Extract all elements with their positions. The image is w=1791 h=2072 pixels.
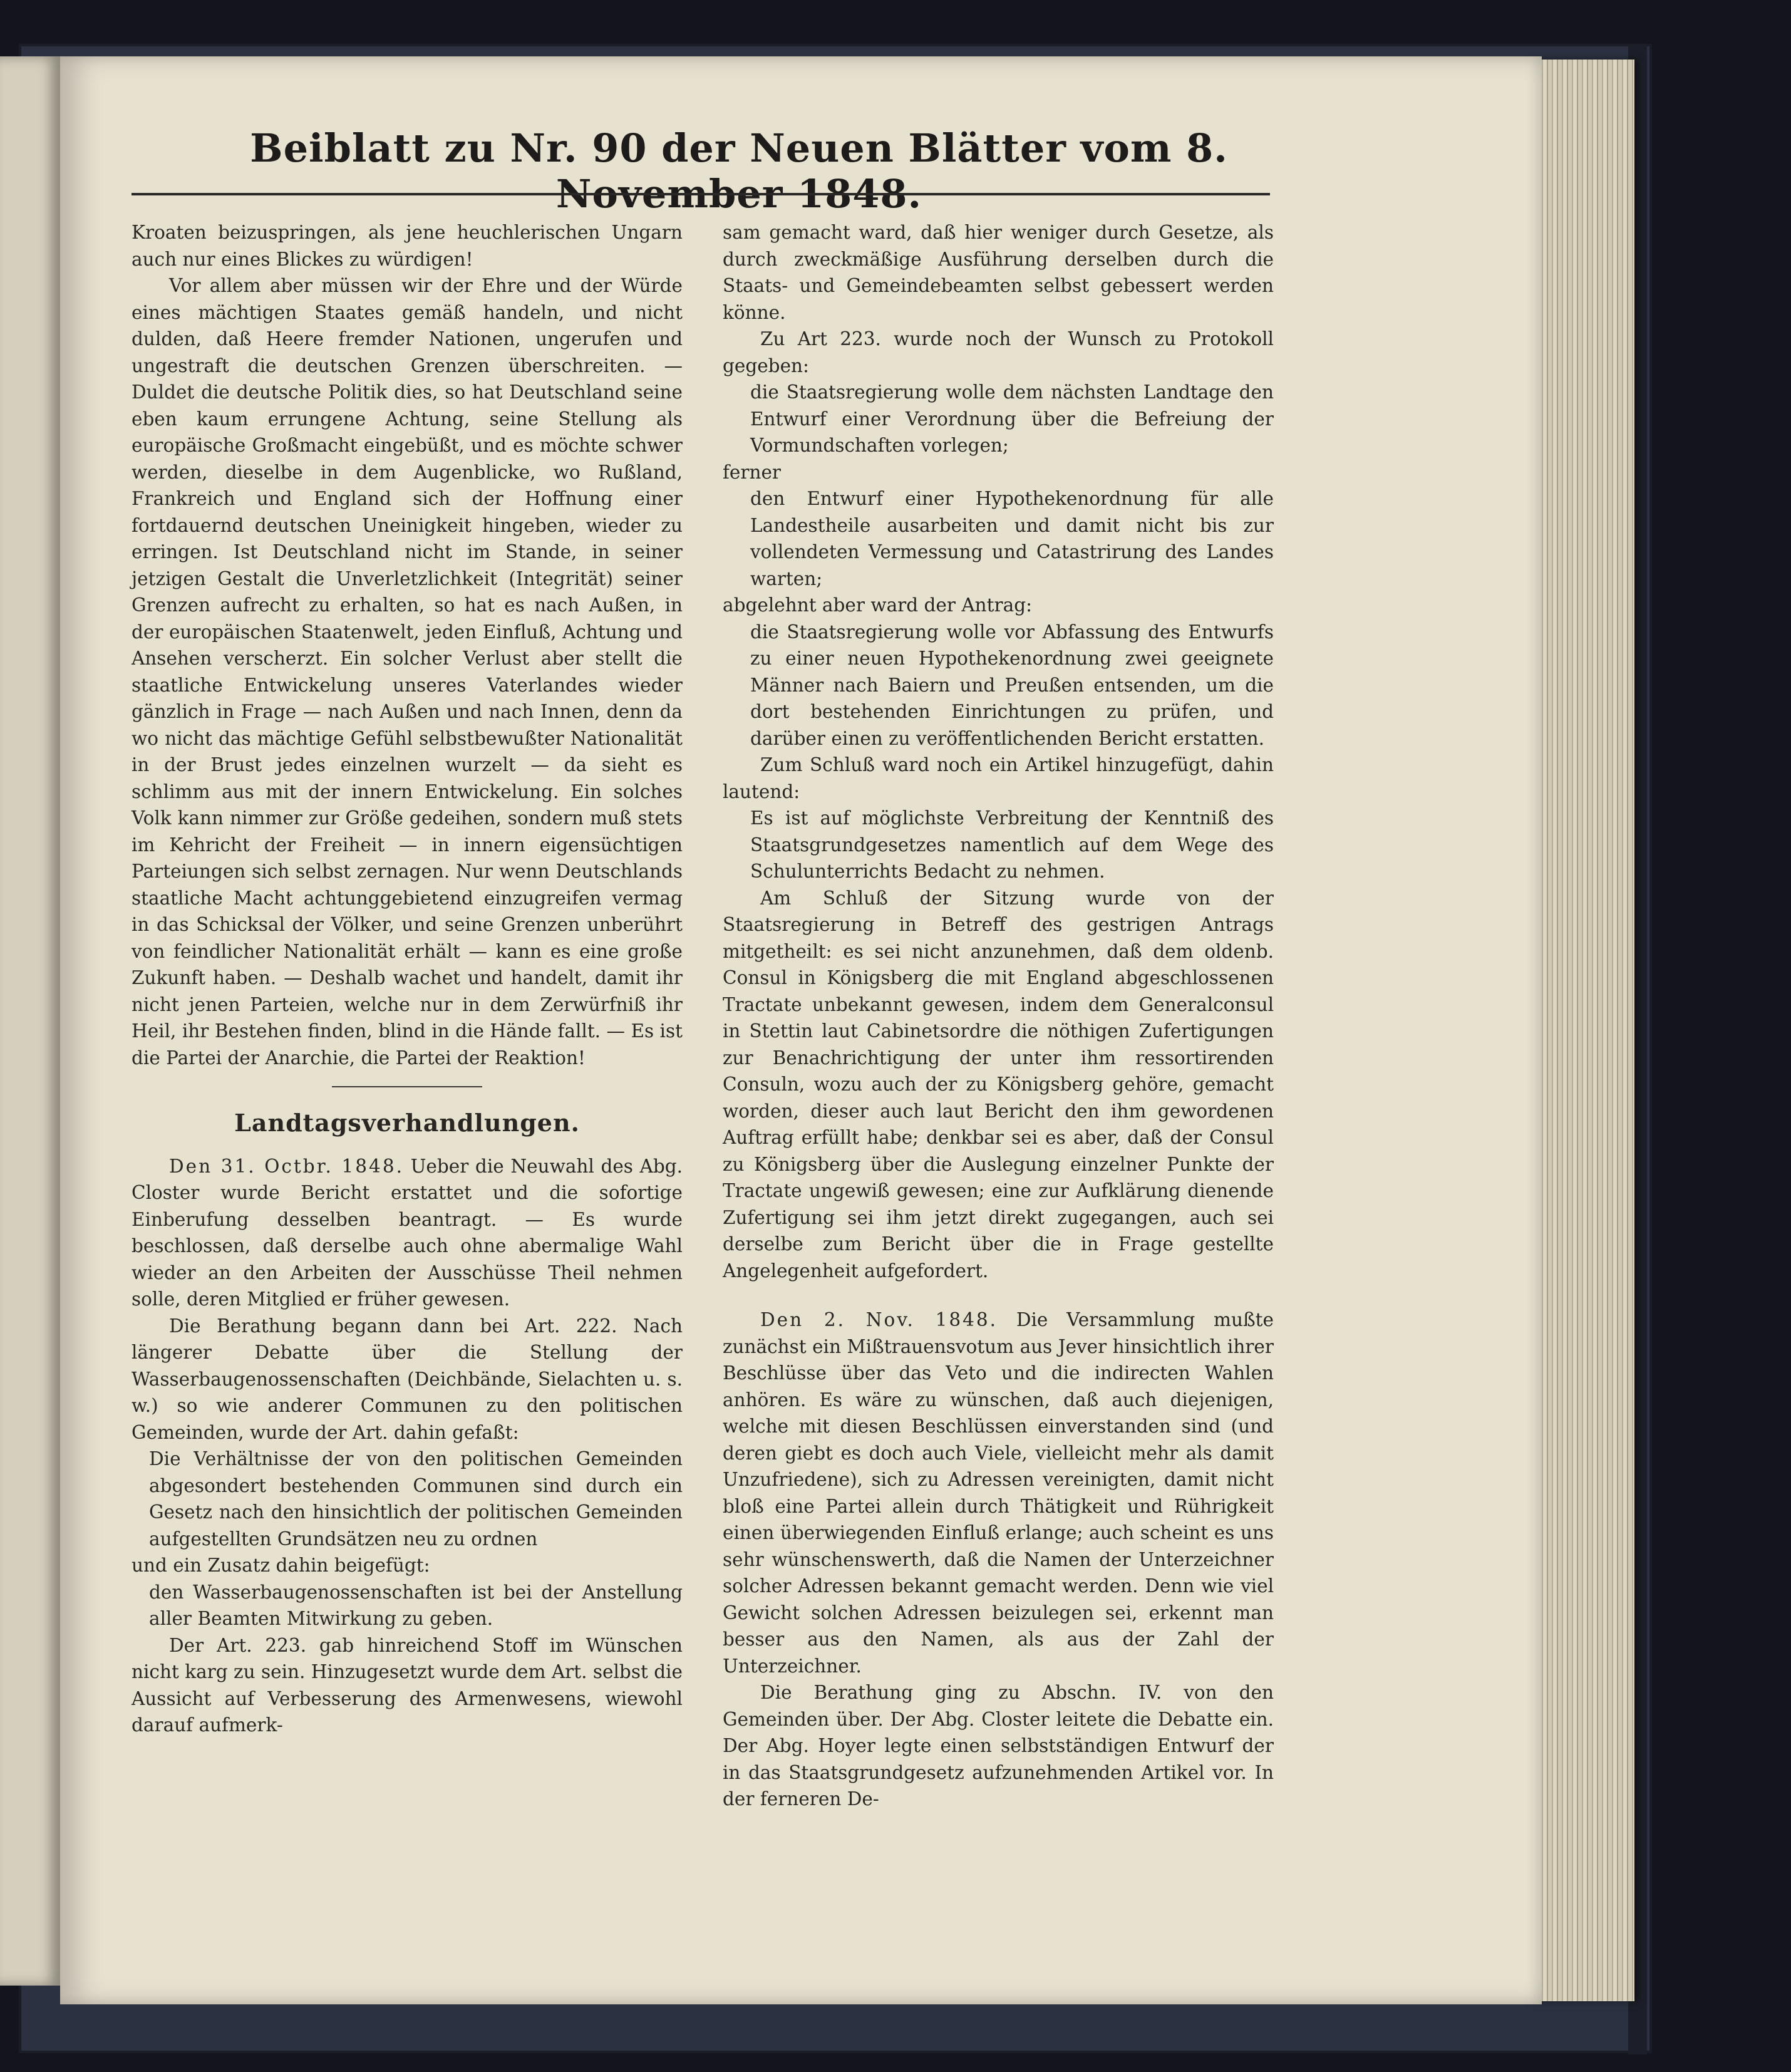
quoted-article: die Staatsregierung wolle vor Abfassung des Entwurfs zu einer neuen Hypothekenordnung zwei geeignete Männer nach Baiern und Preußen entsenden, um die dort bestehenden Einrichtungen zu prüfen, und darüber einen zu veröffentlichenden Bericht erstatten. [750, 621, 1274, 749]
section-heading: Landtagsverhandlungen. [234, 1109, 580, 1137]
paragraph: Vor allem aber müssen wir der Ehre und der Würde eines mächtigen Staates gemäß handeln, und nicht dulden, daß Heere fremder Nationen, ungerufen und ungestraft die deutschen Grenzen überschreiten. — Duldet die deutsche Politik dies, so hat Deutschland seine eben kaum errungene Achtung, seine Stellung als europäische Großmacht eingebüßt, und es möchte schwer werden, dieselbe in dem Augenblicke, wo Rußland, Frankreich und England sich der Hoffnung einer fortdauernd deutschen Uneinigkeit hingeben, wieder zu erringen. Ist Deutschland nicht im Stande, in seiner jetzigen Gestalt die Unverletzlichkeit (Integrität) seiner Grenzen aufrecht zu erhalten, so hat es nach Außen, in der europäischen Staatenwelt, jeden Einfluß, Achtung und Ansehen verscherzt. Ein solcher Verlust aber stellt die staatliche Entwickelung unseres Vaterlandes wieder gänzlich in Frage — nach Außen und nach Innen, denn da wo nicht das mächtige Gefühl selbstbewußter Nationalität in der Brust jedes einzelnen wurzelt — da sieht es schlimm aus mit der innern Entwickelung. Ein solches Volk kann nimmer zur Größe gedeihen, sondern muß stets im Kehricht der Freiheit — in innern eigensüchtigen Parteiungen sich selbst zernagen. Nur wenn Deutschlands staatliche Macht achtunggebietend einzugreifen vermag in das Schicksal der Völker, und seine Grenzen unberührt von feindlicher Nationalität erhält — kann es eine große Zukunft haben. — Deshalb wachet und handelt, damit ihr nicht jenen Parteien, welche nur in dem Zerwürfniß ihr Heil, ihr Bestehen finden, blind in die Hände fallt. — Es ist die Partei der Anarchie, die Partei der Reaktion! [132, 275, 683, 1069]
paragraph: Den 2. Nov. 1848. Die Versammlung mußte zunächst ein Mißtrauensvotum aus Jever hinsichtlich ihrer Beschlüsse über das Veto und die indirecten Wahlen anhören. Es wäre zu wünschen, daß auch diejenigen, welche mit diesen Beschlüssen einverstanden sind (und deren giebt es doch auch Viele, vielleicht mehr als damit Unzufriedene), sich zu Adressen vereinigten, damit nicht bloß eine Partei allein durch Thätigkeit und Rührigkeit einen überwiegenden Einfluß erlange; auch scheint es uns sehr wünschenswerth, daß die Namen der Unterzeichner solcher Adressen bekannt gemacht werden. Denn wie viel Gewicht solchen Adressen beizulegen sei, erkennt man besser aus den Namen, als aus der Zahl der Unterzeichner. [723, 1309, 1274, 1677]
quoted-article: den Entwurf einer Hypothekenordnung für alle Landestheile ausarbeiten und damit nicht bis zur vollendeten Vermessung und Catastrirung des Landes warten; [750, 488, 1274, 589]
previous-page-sliver [0, 56, 60, 1986]
paragraph: Den 31. Octbr. 1848. Ueber die Neuwahl des Abg. Closter wurde Bericht erstattet und die sofortige Einberufung desselben beantragt. — Es wurde beschlossen, daß derselbe auch ohne abermalige Wahl wieder an den Arbeiten der Ausschüsse Theil nehmen solle, deren Mitglied er früher gewesen. [132, 1155, 683, 1310]
page-edges [1528, 60, 1634, 2001]
paragraph: Der Art. 223. gab hinreichend Stoff im Wünschen nicht karg zu sein. Hinzugesetzt wurde dem Art. selbst die Aussicht auf Verbesserung des Armenwesens, wiewohl darauf aufmerk- [132, 1634, 683, 1736]
session-date: Den 31. Octbr. 1848. [169, 1155, 404, 1177]
paragraph: ferner [723, 461, 782, 483]
paragraph: Zum Schluß ward noch ein Artikel hinzugefügt, dahin lautend: [723, 754, 1274, 802]
section-divider [332, 1086, 482, 1087]
paragraph: und ein Zusatz dahin beigefügt: [132, 1555, 430, 1576]
paragraph: Die Berathung ging zu Abschn. IV. von den Gemeinden über. Der Abg. Closter leitete die Debatte ein. Der Abg. Hoyer legte einen selbstständigen Entwurf der in das Staatsgrundgesetz aufzunehmenden Artikel vor. In der ferneren De- [723, 1682, 1274, 1810]
paragraph: Am Schluß der Sitzung wurde von der Staatsregierung in Betreff des gestrigen Antrags mitgetheilt: es sei nicht anzunehmen, daß dem oldenb. Consul in Königsberg die mit England abgeschlossenen Tractate unbekannt gewesen, indem dem Generalconsul in Stettin laut Cabinetsordre die nöthigen Zufertigungen zur Benachrichtigung der unter ihm ressortirenden Consuln, wozu auch der zu Königsberg gehöre, gemacht worden, dieser auch laut Bericht den ihm gewordenen Auftrag erfüllt habe; denkbar sei es aber, daß der Consul zu Königsberg über die Auslegung einzelner Punkte der Tractate ungewiß gewesen; eine zur Aufklärung dienende Zufertigung sei ihm jetzt direkt zugegangen, auch sei derselbe zum Bericht über die in Frage gestellte Angelegenheit aufgefordert. [723, 887, 1274, 1282]
paragraph: Die Berathung begann dann bei Art. 222. Nach längerer Debatte über die Stellung der Wasserbaugenossenschaften (Deichbände, Sielachten u. s. w.) so wie anderer Communen zu den politischen Gemeinden, wurde der Art. dahin gefaßt: [132, 1315, 683, 1443]
session-date: Den 2. Nov. 1848. [760, 1309, 998, 1330]
left-column [132, 219, 683, 1739]
quoted-article: Es ist auf möglichste Verbreitung der Kenntniß des Staatsgrundgesetzes namentlich auf dem Wege des Schulunterrichts Bedacht zu nehmen. [750, 807, 1274, 882]
paragraph: Zu Art 223. wurde noch der Wunsch zu Protokoll gegeben: [723, 328, 1274, 376]
quoted-article: die Staatsregierung wolle dem nächsten Landtage den Entwurf einer Verordnung über die Befreiung der Vormundschaften vorlegen; [750, 381, 1274, 456]
paragraph: abgelehnt aber ward der Antrag: [723, 594, 1033, 616]
masthead-title: Beiblatt zu Nr. 90 der Neuen Blätter vom 8. November 1848. [250, 125, 1228, 217]
right-column [723, 219, 1274, 1813]
paragraph-gap [723, 1284, 1274, 1307]
masthead-rule [132, 193, 1270, 195]
quoted-article: Die Verhältnisse der von den politischen Gemeinden abgesondert bestehenden Communen sind durch ein Gesetz nach den hinsichtlich der politischen Gemeinden aufgestellten Grundsätzen neu zu ordnen [149, 1448, 683, 1550]
paragraph: sam gemacht ward, daß hier weniger durch Gesetze, als durch zweckmäßige Ausführung derselben durch die Staats- und Gemeindebeamten selbst gebessert werden könne. [723, 222, 1274, 323]
paragraph: Kroaten beizuspringen, als jene heuchlerischen Ungarn auch nur eines Blickes zu würdigen! [132, 222, 683, 270]
quoted-article: den Wasserbaugenossenschaften ist bei der Anstellung aller Beamten Mitwirkung zu geben. [149, 1581, 683, 1629]
